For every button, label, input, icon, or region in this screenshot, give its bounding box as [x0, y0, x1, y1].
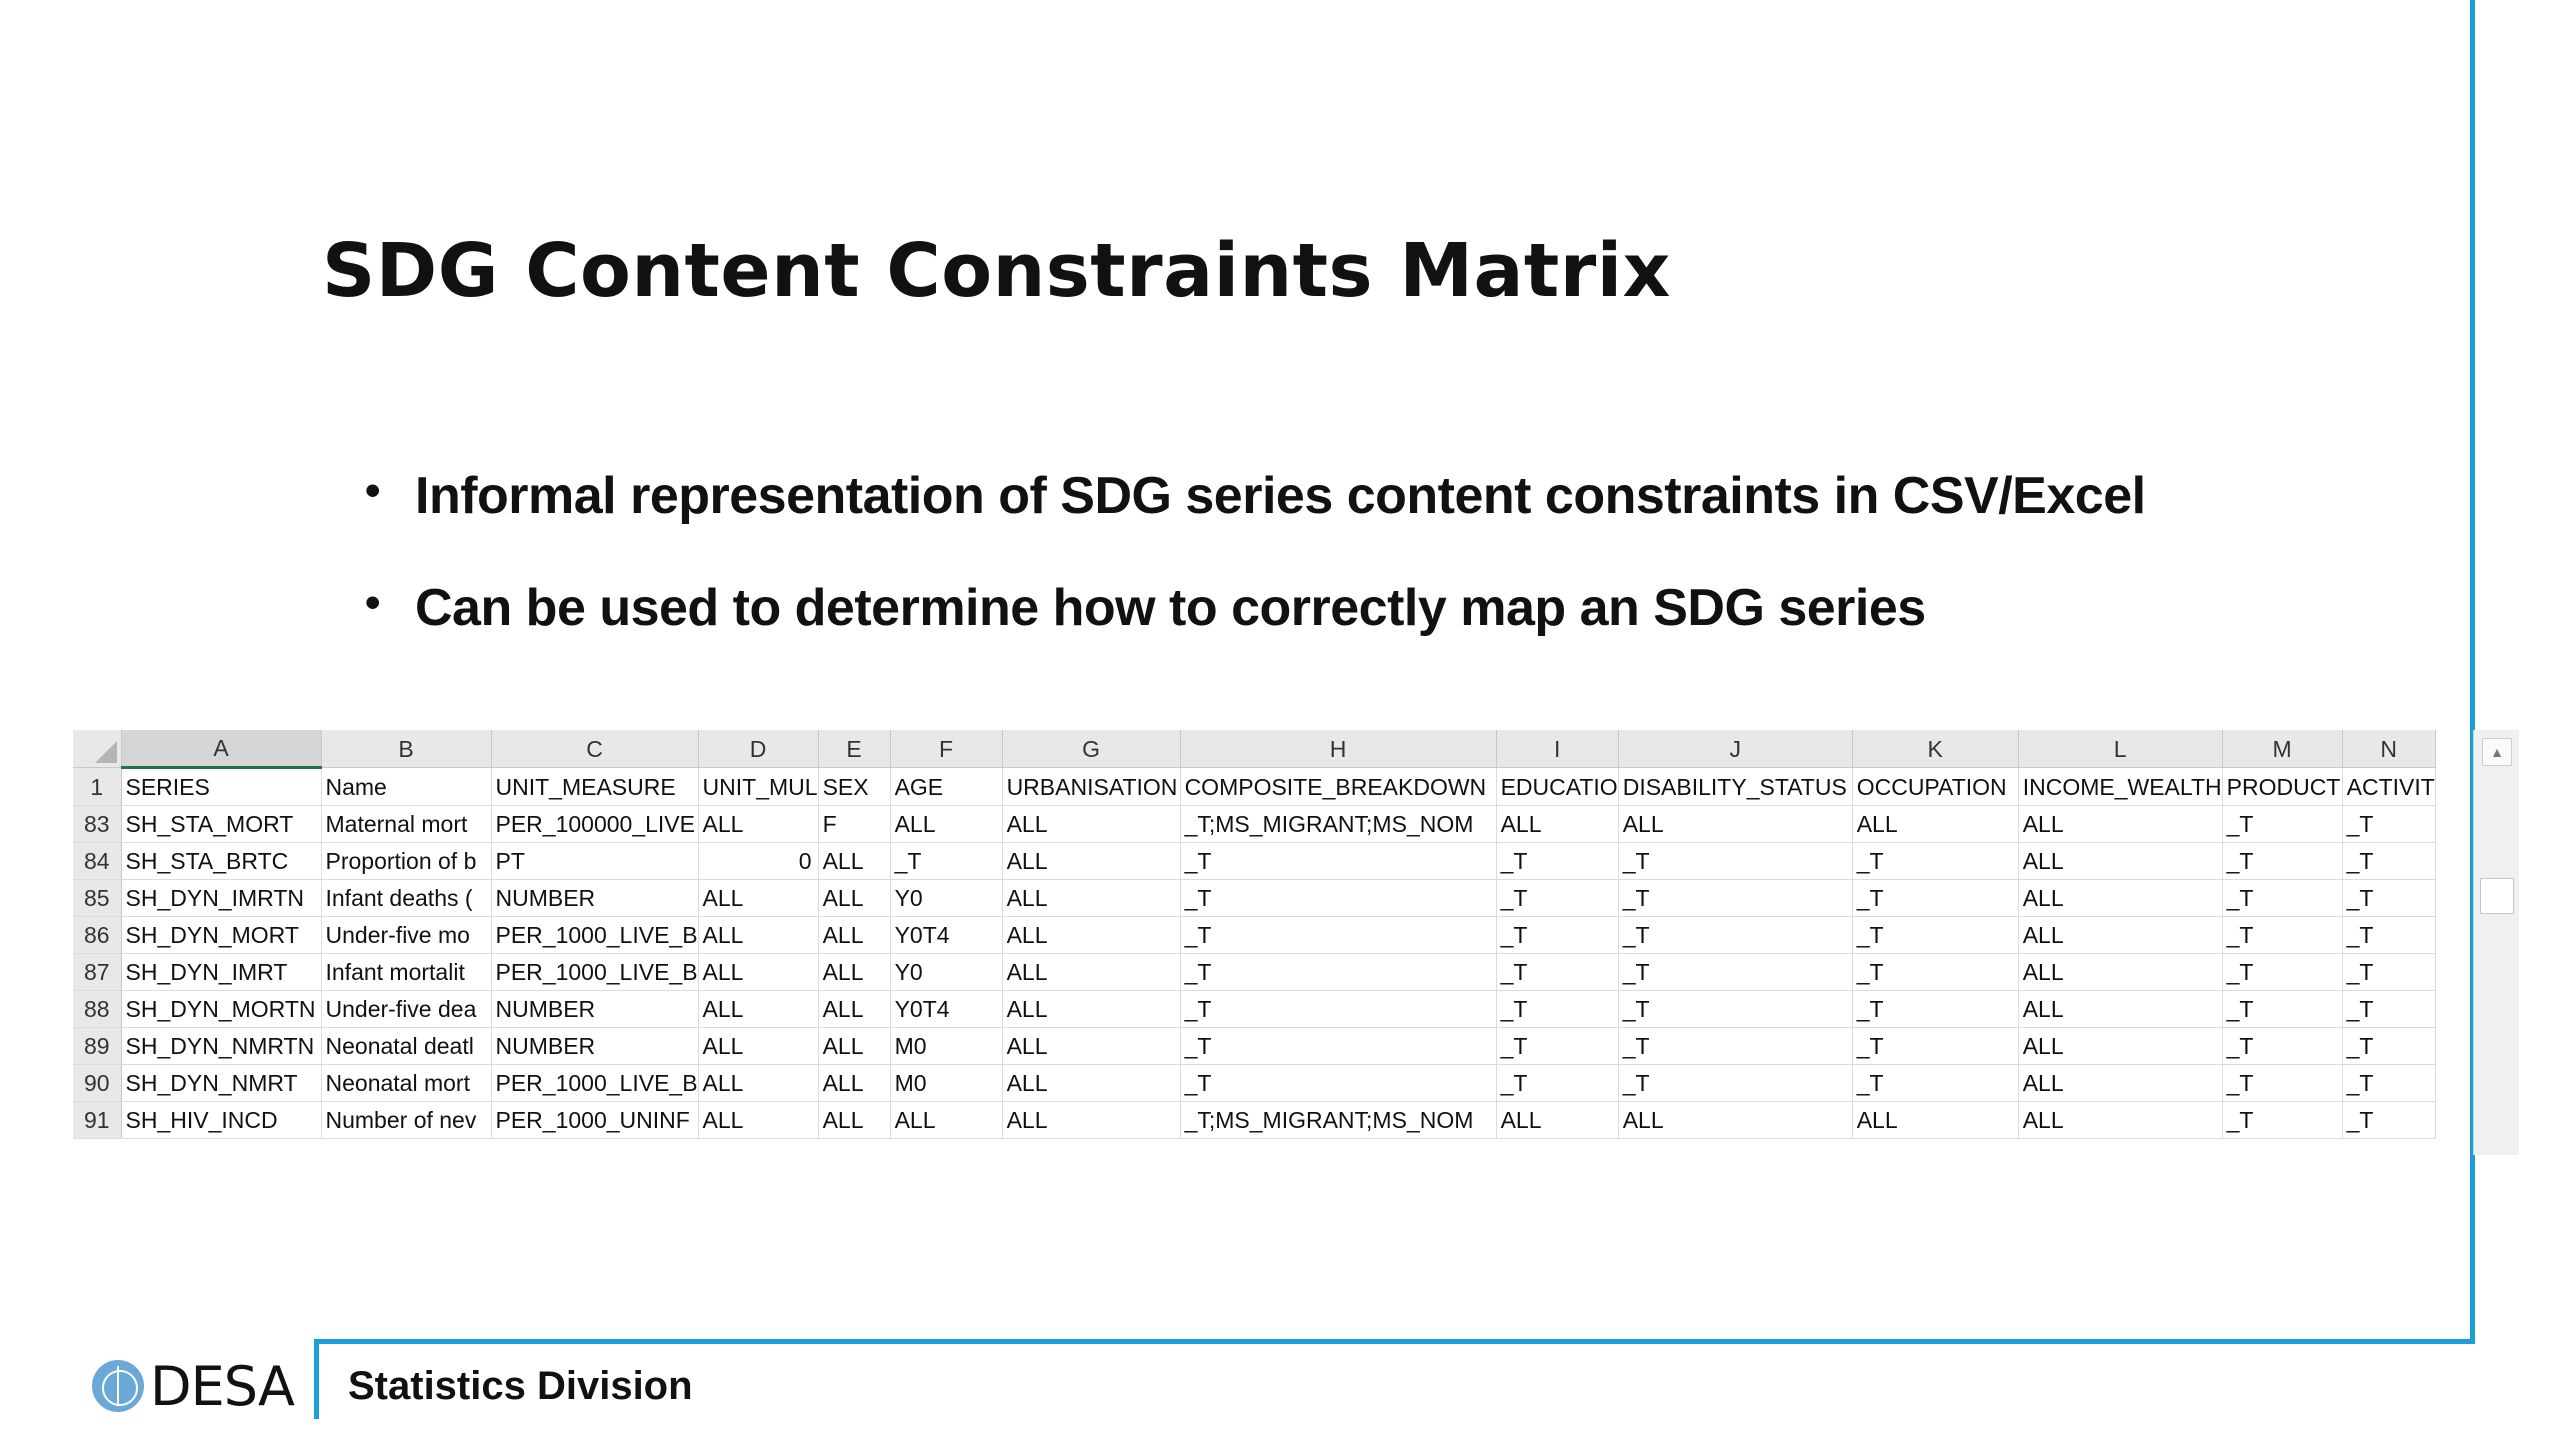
cell[interactable]: Y0T4 — [890, 917, 1002, 954]
cell[interactable]: _T;MS_MIGRANT;MS_NOM — [1180, 1102, 1496, 1139]
sheet-row — [73, 1028, 2435, 1065]
cell[interactable]: 0 — [698, 843, 818, 880]
cell[interactable]: ALL — [818, 1065, 890, 1102]
cell[interactable]: DISABILITY_STATUS — [1618, 768, 1852, 806]
cell[interactable]: Name — [321, 768, 491, 806]
cell[interactable]: SH_DYN_IMRT — [121, 954, 321, 991]
vertical-scrollbar[interactable] — [2473, 730, 2519, 1155]
cell[interactable]: _T — [2222, 1102, 2342, 1139]
cell[interactable]: Number of nev — [321, 1102, 491, 1139]
column-header-row — [73, 730, 2435, 768]
cell[interactable]: _T;MS_MIGRANT;MS_NOM — [1180, 806, 1496, 843]
sheet-row — [73, 806, 2435, 843]
cell[interactable]: _T — [1618, 880, 1852, 917]
cell[interactable]: _T — [1180, 843, 1496, 880]
cell[interactable]: ALL — [818, 917, 890, 954]
cell[interactable]: ALL — [1002, 880, 1180, 917]
cell[interactable]: _T — [2222, 843, 2342, 880]
cell[interactable]: _T — [1496, 991, 1618, 1028]
cell[interactable]: _T — [2342, 843, 2435, 880]
cell[interactable]: PER_1000_UNINF — [491, 1102, 698, 1139]
cell[interactable]: _T — [1180, 991, 1496, 1028]
cell[interactable]: _T — [1496, 1065, 1618, 1102]
cell[interactable]: ALL — [698, 917, 818, 954]
cell[interactable]: _T — [1496, 843, 1618, 880]
cell[interactable]: _T — [1852, 1028, 2018, 1065]
cell[interactable]: _T — [2342, 806, 2435, 843]
cell[interactable]: ALL — [2018, 1065, 2222, 1102]
cell[interactable]: _T — [2222, 880, 2342, 917]
column-header[interactable]: C — [491, 730, 698, 768]
cell[interactable]: ALL — [698, 1102, 818, 1139]
cell[interactable]: _T — [1618, 954, 1852, 991]
cell[interactable]: ALL — [698, 1028, 818, 1065]
column-header[interactable]: E — [818, 730, 890, 768]
cell[interactable]: _T — [1180, 917, 1496, 954]
cell[interactable]: _T — [2342, 1102, 2435, 1139]
cell[interactable]: UNIT_MEASURE — [491, 768, 698, 806]
cell[interactable]: _T — [1180, 1065, 1496, 1102]
cell[interactable]: ALL — [1002, 843, 1180, 880]
cell[interactable]: _T — [2222, 954, 2342, 991]
cell[interactable]: _T — [1496, 954, 1618, 991]
spreadsheet-grid — [73, 730, 2436, 1139]
cell[interactable]: ALL — [698, 954, 818, 991]
row-number[interactable]: 91 — [73, 1102, 121, 1139]
cell[interactable]: NUMBER — [491, 991, 698, 1028]
footer-divider — [314, 1339, 319, 1419]
cell[interactable]: _T — [890, 843, 1002, 880]
cell[interactable]: NUMBER — [491, 880, 698, 917]
cell[interactable]: ALL — [2018, 991, 2222, 1028]
cell[interactable]: SH_STA_MORT — [121, 806, 321, 843]
column-header[interactable]: N — [2342, 730, 2435, 768]
cell[interactable]: ALL — [1002, 806, 1180, 843]
cell[interactable]: PER_1000_LIVE_B — [491, 954, 698, 991]
cell[interactable]: ALL — [1496, 806, 1618, 843]
column-header[interactable]: I — [1496, 730, 1618, 768]
cell[interactable]: ALL — [818, 1028, 890, 1065]
cell[interactable]: Under-five mo — [321, 917, 491, 954]
cell[interactable]: ALL — [1002, 1065, 1180, 1102]
row-number[interactable]: 83 — [73, 806, 121, 843]
cell[interactable]: SH_DYN_IMRTN — [121, 880, 321, 917]
column-header[interactable]: F — [890, 730, 1002, 768]
cell[interactable]: ALL — [2018, 880, 2222, 917]
cell[interactable]: Y0T4 — [890, 991, 1002, 1028]
cell[interactable]: SEX — [818, 768, 890, 806]
column-header[interactable]: A — [121, 730, 321, 768]
row-number[interactable]: 87 — [73, 954, 121, 991]
column-header[interactable]: J — [1618, 730, 1852, 768]
cell[interactable]: AGE — [890, 768, 1002, 806]
cell[interactable]: SERIES — [121, 768, 321, 806]
cell[interactable]: Proportion of b — [321, 843, 491, 880]
bullet-item — [365, 466, 2146, 526]
spreadsheet-screenshot — [73, 730, 2504, 1155]
cell[interactable]: _T — [1852, 991, 2018, 1028]
cell[interactable]: Infant deaths ( — [321, 880, 491, 917]
cell[interactable]: Under-five dea — [321, 991, 491, 1028]
cell[interactable]: PER_100000_LIVE — [491, 806, 698, 843]
cell[interactable]: PER_1000_LIVE_B — [491, 1065, 698, 1102]
cell[interactable]: _T — [1618, 1065, 1852, 1102]
cell[interactable]: ALL — [2018, 843, 2222, 880]
cell[interactable]: _T — [2222, 917, 2342, 954]
desa-wordmark: DESA — [150, 1354, 294, 1418]
scroll-up-icon[interactable]: ▲ — [2482, 738, 2512, 766]
bullet-text: Can be used to determine how to correctly map an SDG series — [415, 579, 1926, 637]
cell[interactable]: Y0 — [890, 954, 1002, 991]
cell[interactable]: _T — [2342, 1028, 2435, 1065]
bullet-list — [365, 466, 2146, 690]
column-header[interactable]: D — [698, 730, 818, 768]
cell[interactable]: NUMBER — [491, 1028, 698, 1065]
cell[interactable]: ALL — [698, 880, 818, 917]
cell[interactable]: SH_HIV_INCD — [121, 1102, 321, 1139]
cell[interactable]: EDUCATIO — [1496, 768, 1618, 806]
row-number[interactable]: 1 — [73, 768, 121, 806]
cell[interactable]: ALL — [1618, 1102, 1852, 1139]
cell[interactable]: _T — [1852, 843, 2018, 880]
cell[interactable]: ALL — [890, 806, 1002, 843]
cell[interactable]: _T — [1496, 1028, 1618, 1065]
cell[interactable]: PER_1000_LIVE_B — [491, 917, 698, 954]
cell[interactable]: ALL — [2018, 954, 2222, 991]
cell[interactable]: ALL — [818, 880, 890, 917]
cell[interactable]: Y0 — [890, 880, 1002, 917]
bullet-dot-icon: • — [365, 466, 380, 515]
cell[interactable]: ALL — [818, 843, 890, 880]
cell[interactable]: M0 — [890, 1028, 1002, 1065]
cell[interactable]: _T — [2222, 806, 2342, 843]
desa-logo — [92, 1356, 294, 1416]
un-emblem-icon — [92, 1360, 144, 1412]
bullet-text: Informal representation of SDG series content constraints in CSV/Excel — [415, 467, 2146, 525]
cell[interactable]: Maternal mort — [321, 806, 491, 843]
cell[interactable]: ALL — [1002, 917, 1180, 954]
column-header[interactable]: L — [2018, 730, 2222, 768]
cell[interactable]: Neonatal deatl — [321, 1028, 491, 1065]
cell[interactable]: _T — [1496, 880, 1618, 917]
cell[interactable]: SH_DYN_MORTN — [121, 991, 321, 1028]
column-header[interactable]: G — [1002, 730, 1180, 768]
cell[interactable]: PRODUCT — [2222, 768, 2342, 806]
cell[interactable]: ALL — [1852, 1102, 2018, 1139]
sheet-row — [73, 880, 2435, 917]
sheet-row — [73, 843, 2435, 880]
cell[interactable]: ALL — [698, 806, 818, 843]
cell[interactable]: _T — [2222, 991, 2342, 1028]
sheet-row — [73, 1102, 2435, 1139]
cell[interactable]: _T — [2342, 917, 2435, 954]
cell[interactable]: _T — [1852, 954, 2018, 991]
cell[interactable]: ALL — [818, 991, 890, 1028]
row-number[interactable]: 85 — [73, 880, 121, 917]
cell[interactable]: URBANISATION — [1002, 768, 1180, 806]
cell[interactable]: _T — [2222, 1065, 2342, 1102]
cell[interactable]: ALL — [2018, 1028, 2222, 1065]
cell[interactable]: ALL — [818, 1102, 890, 1139]
cell[interactable]: _T — [1618, 843, 1852, 880]
cell[interactable]: _T — [2342, 954, 2435, 991]
select-all-corner[interactable] — [73, 730, 121, 768]
row-number[interactable]: 88 — [73, 991, 121, 1028]
cell[interactable]: ALL — [1618, 806, 1852, 843]
cell[interactable]: UNIT_MUL — [698, 768, 818, 806]
division-name: Statistics Division — [348, 1364, 693, 1408]
cell[interactable]: ALL — [1002, 991, 1180, 1028]
cell[interactable]: COMPOSITE_BREAKDOWN — [1180, 768, 1496, 806]
column-header[interactable]: H — [1180, 730, 1496, 768]
cell[interactable]: ALL — [2018, 806, 2222, 843]
cell[interactable]: Infant mortalit — [321, 954, 491, 991]
bullet-dot-icon: • — [365, 578, 380, 627]
row-number[interactable]: 86 — [73, 917, 121, 954]
cell[interactable]: _T — [1180, 880, 1496, 917]
row-number[interactable]: 84 — [73, 843, 121, 880]
cell[interactable]: ALL — [1852, 806, 2018, 843]
row-number[interactable]: 89 — [73, 1028, 121, 1065]
cell[interactable]: ALL — [698, 1065, 818, 1102]
slide-title: SDG Content Constraints Matrix — [322, 228, 1671, 314]
sheet-row — [73, 954, 2435, 991]
column-header[interactable]: K — [1852, 730, 2018, 768]
cell[interactable]: _T — [1496, 917, 1618, 954]
cell[interactable]: INCOME_WEALTH — [2018, 768, 2222, 806]
scroll-thumb[interactable] — [2480, 878, 2514, 914]
cell[interactable]: _T — [1852, 880, 2018, 917]
cell[interactable]: ALL — [1002, 954, 1180, 991]
cell[interactable]: SH_DYN_NMRTN — [121, 1028, 321, 1065]
cell[interactable]: _T — [1618, 991, 1852, 1028]
sheet-row — [73, 1065, 2435, 1102]
cell[interactable]: ALL — [2018, 1102, 2222, 1139]
cell[interactable]: _T — [1180, 1028, 1496, 1065]
select-all-icon — [95, 741, 117, 763]
cell[interactable]: SH_DYN_NMRT — [121, 1065, 321, 1102]
cell[interactable]: ALL — [1496, 1102, 1618, 1139]
cell[interactable]: ALL — [698, 991, 818, 1028]
cell[interactable]: _T — [2342, 1065, 2435, 1102]
cell[interactable]: _T — [1852, 1065, 2018, 1102]
cell[interactable]: _T — [2342, 991, 2435, 1028]
cell[interactable]: ALL — [890, 1102, 1002, 1139]
cell[interactable]: F — [818, 806, 890, 843]
sheet-row — [73, 768, 2435, 806]
cell[interactable]: OCCUPATION — [1852, 768, 2018, 806]
cell[interactable]: ALL — [2018, 917, 2222, 954]
cell[interactable]: ACTIVIT — [2342, 768, 2435, 806]
frame-bottom-line — [318, 1339, 2475, 1344]
cell[interactable]: ALL — [1002, 1102, 1180, 1139]
cell[interactable]: PT — [491, 843, 698, 880]
sheet-row — [73, 991, 2435, 1028]
cell[interactable]: _T — [2222, 1028, 2342, 1065]
cell[interactable]: SH_STA_BRTC — [121, 843, 321, 880]
cell[interactable]: _T — [2342, 880, 2435, 917]
cell[interactable]: ALL — [1002, 1028, 1180, 1065]
column-header[interactable]: M — [2222, 730, 2342, 768]
cell[interactable]: ALL — [818, 954, 890, 991]
cell[interactable]: _T — [1618, 1028, 1852, 1065]
cell[interactable]: SH_DYN_MORT — [121, 917, 321, 954]
row-number[interactable]: 90 — [73, 1065, 121, 1102]
cell[interactable]: _T — [1180, 954, 1496, 991]
sheet-row — [73, 917, 2435, 954]
bullet-item — [365, 578, 2146, 638]
cell[interactable]: Neonatal mort — [321, 1065, 491, 1102]
cell[interactable]: _T — [1852, 917, 2018, 954]
column-header[interactable]: B — [321, 730, 491, 768]
cell[interactable]: M0 — [890, 1065, 1002, 1102]
cell[interactable]: _T — [1618, 917, 1852, 954]
